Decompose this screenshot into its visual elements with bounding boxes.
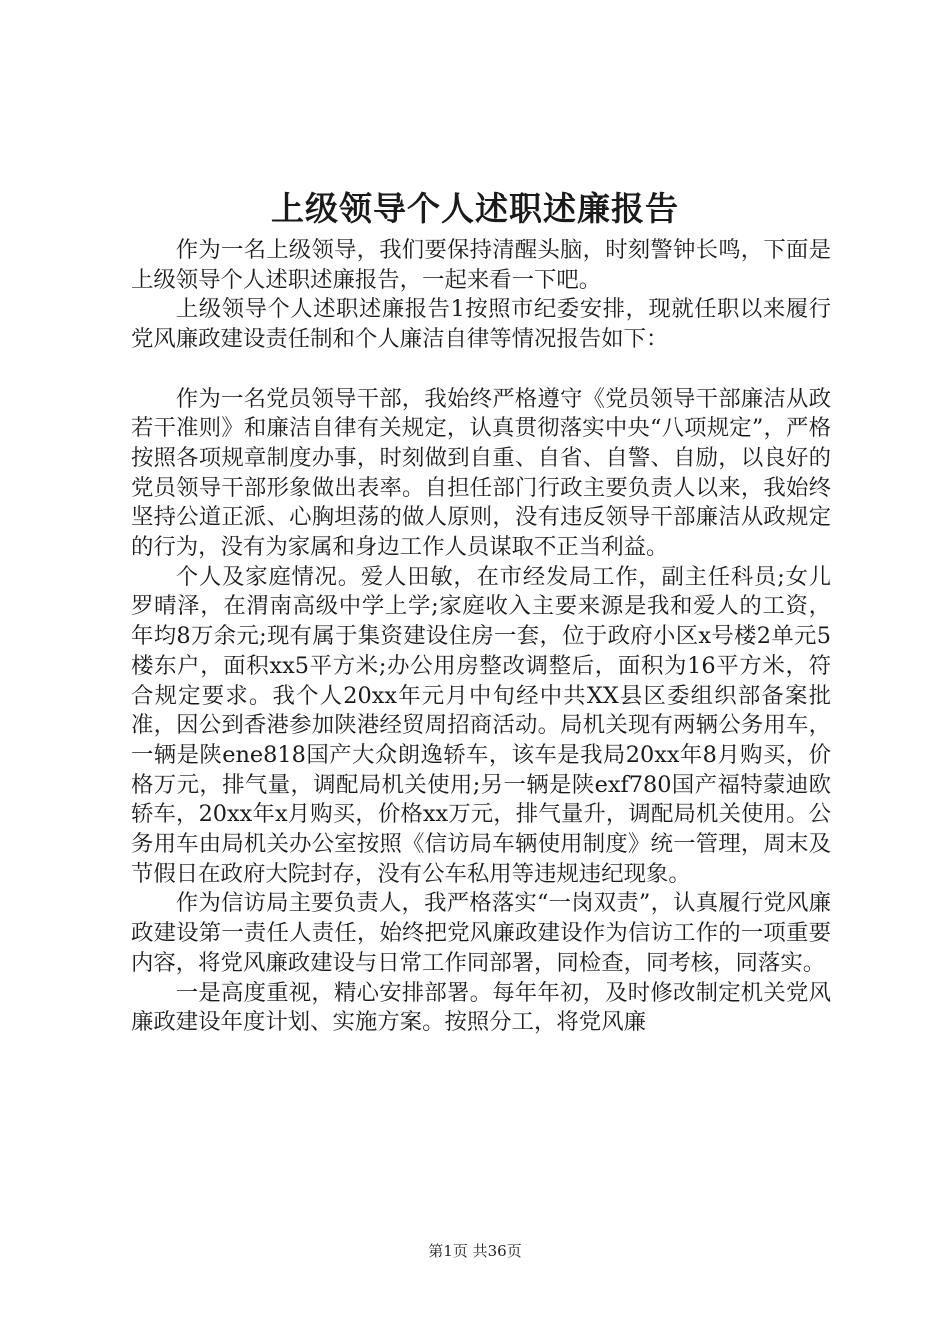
paragraph-report-opening: 上级领导个人述职述廉报告1按照市纪委安排，现就任职以来履行党风廉政建设责任制和个人廉洁自律等情况报告如下： xyxy=(131,296,831,353)
paragraph-point-one: 一是高度重视，精心安排部署。每年年初，及时修改制定机关党风廉政建设年度计划、实施方案。按照分工，将党风廉 xyxy=(131,979,831,1036)
document-title: 上级领导个人述职述廉报告 xyxy=(271,189,679,228)
document-body xyxy=(131,236,831,1038)
paragraph-intro: 作为一名上级领导，我们要保持清醒头脑，时刻警钟长鸣，下面是上级领导个人述职述廉报告，一起来看一下吧。 xyxy=(131,237,831,293)
paragraph-family-situation: 个人及家庭情况。爱人田敏，在市经发局工作，副主任科员;女儿罗晴泽，在渭南高级中学上学;家庭收入主要来源是我和爱人的工资，年均8万余元;现有属于集资建设住房一套，位于政府小区x号楼2单元5楼东户，面积xx5平方米;办公用房整改调整后，面积为16平方米，符合规定要求。我个人20xx年元月中旬经中共XX县区委组织部备案批准，因公到香港参加陕港经贸周招商活动。局机关现有两辆公务用车，一辆是陕ene818国产大众朗逸轿车，该车是我局20xx年8月购买，价格万元，排气量，调配局机关使用;另一辆是陕exf780国产福特蒙迪欧轿车，20xx年x月购买，价格xx万元，排气量升，调配局机关使用。公务用车由局机关办公室按照《信访局车辆使用制度》统一管理，周末及节假日在政府大院封存，没有公车私用等违规违纪现象。 xyxy=(131,563,831,887)
paragraph-responsibility: 作为信访局主要负责人，我严格落实“一岗双责”，认真履行党风廉政建设第一责任人责任，始终把党风廉政建设作为信访工作的一项重要内容，将党风廉政建设与日常工作同部署，同检查，同考核，同落实。 xyxy=(131,890,831,976)
paragraph-self-discipline: 作为一名党员领导干部，我始终严格遵守《党员领导干部廉洁从政若干准则》和廉洁自律有关规定，认真贯彻落实中央“八项规定”，严格按照各项规章制度办事，时刻做到自重、自省、自警、自励，以良好的党员领导干部形象做出表率。自担任部门行政主要负责人以来，我始终坚持公道正派、心胸坦荡的做人原则，没有违反领导干部廉洁从政规定的行为，没有为家属和身边工作人员谋取不正当利益。 xyxy=(131,385,831,561)
page-footer: 第1页 共36页 xyxy=(428,1242,522,1260)
blank-line xyxy=(131,355,831,385)
